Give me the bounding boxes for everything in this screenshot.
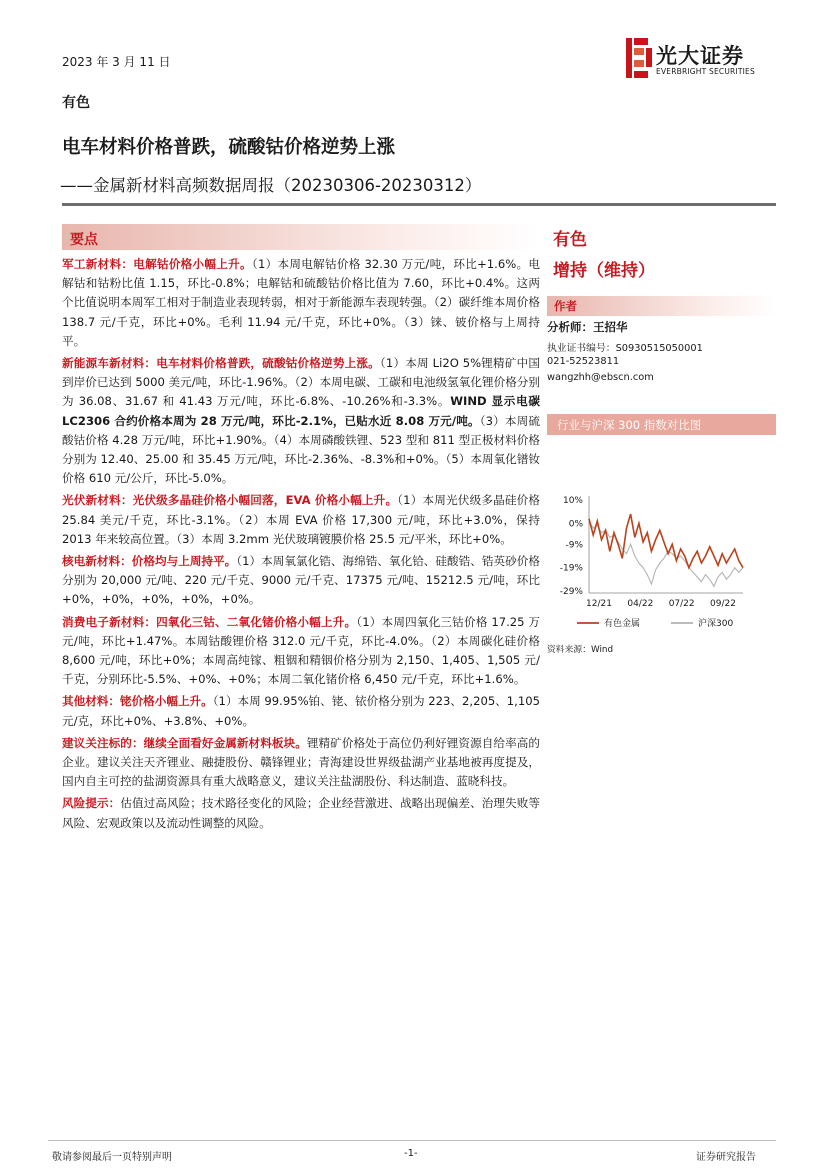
- x-tick-label: 04/22: [627, 599, 654, 609]
- report-title: 电车材料价格普跌，硫酸钴价格逆势上涨: [62, 137, 396, 158]
- paragraph-lead: 新能源车新材料：电车材料价格普跌，硫酸钴价格逆势上涨。: [62, 356, 380, 371]
- paragraph-military: [62, 255, 540, 351]
- x-tick-label: 07/22: [668, 599, 695, 609]
- footer-disclaimer: 敬请参阅最后一页特别声明: [52, 1152, 172, 1163]
- footer-divider: [48, 1140, 776, 1141]
- series-line: [589, 521, 743, 586]
- index-comparison-chart: [547, 488, 776, 638]
- sidebar-rating: 增持（维持）: [553, 261, 655, 281]
- paragraph-body: （1）本周氧氯化锆、海绵锆、氧化铪、硅酸锆、锆英砂价格分别为 20,000 元/吨、220 元/千克、9000 元/千克、17375 元/吨、15212.5 元/吨，环比+0%，+0%，+0%，+0%，+0%。: [62, 554, 540, 607]
- x-tick-label: 12/21: [586, 599, 612, 609]
- paragraph-recommendation: [62, 734, 540, 792]
- chart-source: 资料来源：Wind: [547, 645, 614, 655]
- analyst-name: 分析师：王招华: [547, 320, 628, 334]
- paragraph-body: （1）本周 99.95%铂、铑、铱价格分别为 223、2,205、1,105 元/克，环比+0%、+3.8%、+0%。: [62, 694, 540, 728]
- y-tick-label: 10%: [562, 496, 583, 506]
- footer-report-type: 证券研究报告: [696, 1152, 756, 1163]
- paragraph-bold: WIND 显示电碳 LC2306 合约价格本周为 28 万元/吨，环比-2.1%，已贴水近 8.08 万元/吨。: [62, 394, 540, 428]
- page-number: -1-: [404, 1148, 418, 1159]
- analyst-phone: 021-52523811: [547, 356, 620, 367]
- analyst-email[interactable]: wangzhh@ebscn.com: [547, 372, 654, 383]
- y-tick-label: 0%: [568, 519, 583, 530]
- paragraph-ev: [62, 354, 540, 488]
- paragraph-lead: 风险提示：: [62, 796, 121, 811]
- paragraph-body: （1）本周四氧化三钴价格 17.25 万元/吨，环比+1.47%。本周钴酸锂价格 312.0 元/千克，环比-4.0%。（2）本周碳化硅价格 8,600 元/吨，环比+0%；本周高纯镓、粗铟和精铟价格分别为 2,150、1,405、1,505 元/千克，分别环比-5.5%、+0%、+0%；本周二氧化锗价格 6,450 元/千克，环比+1.6%。: [62, 614, 540, 687]
- chart-header: [547, 414, 776, 435]
- paragraph-body: （1）本周光伏级多晶硅价格 25.84 美元/千克，环比-3.1%。（2）本周 EVA 价格 17,300 元/吨，环比+3.0%，保持 2013 年来较高位置。（3）本周 3.2mm 光伏玻璃镀膜价格 25.5 元/平米，环比+0%。: [62, 493, 540, 546]
- key-points-label: 要点: [70, 232, 98, 248]
- y-tick-label: -29%: [559, 587, 583, 597]
- sector-label: 有色: [62, 95, 90, 111]
- paragraph-body: 锂精矿价格处于高位仍利好锂资源自给率高的企业。建议关注天齐锂业、融捷股份、赣锋锂业；青海建设世界级盐湖产业基地被再度提及，国内自主可控的盐湖资源具有重大战略意义，建议关注盐湖股份、科达制造、蓝晓科技。: [62, 735, 540, 789]
- everbright-logo-icon: [626, 38, 652, 78]
- series-line: [589, 514, 743, 568]
- paragraph-other: [62, 692, 540, 730]
- paragraph-consumer: [62, 613, 540, 690]
- paragraph-body: （3）本周硫酸钴价格 4.28 万元/吨，环比+1.90%。（4）本周磷酸铁锂、523 型和 811 型正极材料价格分别为 12.40、25.00 和 35.45 万元/吨，环比-2.36%、-8.3%和+0%。（5）本周氧化镨钕价格 610 元/公斤，环比-5.0%。: [62, 413, 540, 486]
- legend-label: 有色金属: [604, 619, 641, 629]
- key-points-header: [62, 224, 538, 250]
- author-header: [547, 296, 776, 316]
- paragraph-lead: 其他材料：铑价格小幅上升。: [62, 694, 213, 709]
- x-tick-label: 09/22: [710, 599, 736, 609]
- report-date: 2023 年 3 月 11 日: [62, 55, 171, 69]
- paragraph-pv: [62, 491, 540, 549]
- paragraph-lead: 建议关注标的：继续全面看好金属新材料板块。: [62, 735, 307, 750]
- legend-label: 沪深300: [698, 619, 734, 629]
- paragraph-body: （1）本周电解钴价格 32.30 万元/吨，环比+1.6%。电解钴和钴粉比值 1.15，环比-0.8%；电解钴和硫酸钴价格比值为 7.60，环比+0.4%。这两个比值说明本周军工相对于制造业表现转弱，相对于新能源车表现转强。（2）碳纤维本周价格 138.7 元/千克，环比+0%。毛利 11.94 元/千克，环比+0%。（3）铼、铍价格与上周持平。: [62, 257, 540, 348]
- sidebar-sector: 有色: [553, 230, 587, 250]
- paragraph-lead: 光伏新材料：光伏级多晶硅价格小幅回落，EVA 价格小幅上升。: [62, 493, 398, 508]
- paragraph-lead: 核电新材料：价格均与上周持平。: [62, 554, 237, 569]
- paragraph-body: （1）本周 Li2O 5%锂精矿中国到岸价已达到 5000 美元/吨，环比-1.96%。（2）本周电碳、工碳和电池级氢氧化锂价格分别为 36.08、31.67 和 41.43 万元/吨，环比-6.8%、-10.26%和-3.3%。: [62, 356, 540, 409]
- analyst-license: 执业证书编号：S0930515050001: [547, 343, 703, 354]
- paragraph-body: 估值过高风险；技术路径变化的风险；企业经营激进、战略出现偏差、治理失败等风险、宏观政策以及流动性调整的风险。: [62, 796, 540, 830]
- paragraph-lead: 军工新材料：电解钴价格小幅上升。: [62, 257, 252, 271]
- logo-text-cn: 光大证券: [656, 44, 744, 68]
- y-tick-label: -9%: [565, 540, 583, 551]
- logo: [626, 36, 776, 82]
- paragraph-lead: 消费电子新材料：四氧化三钴、二氧化锗价格小幅上升。: [62, 614, 357, 629]
- chart-title: 行业与沪深 300 指数对比图: [557, 418, 702, 432]
- key-points-body: [62, 255, 540, 836]
- paragraph-risk: [62, 794, 540, 832]
- paragraph-nuclear: [62, 552, 540, 610]
- author-label: 作者: [554, 299, 577, 313]
- report-subtitle: ——金属新材料高频数据周报（20230306-20230312）: [60, 176, 482, 195]
- title-divider: [62, 203, 776, 206]
- logo-text-en: EVERBRIGHT SECURITIES: [656, 67, 755, 76]
- y-tick-label: -19%: [559, 563, 583, 574]
